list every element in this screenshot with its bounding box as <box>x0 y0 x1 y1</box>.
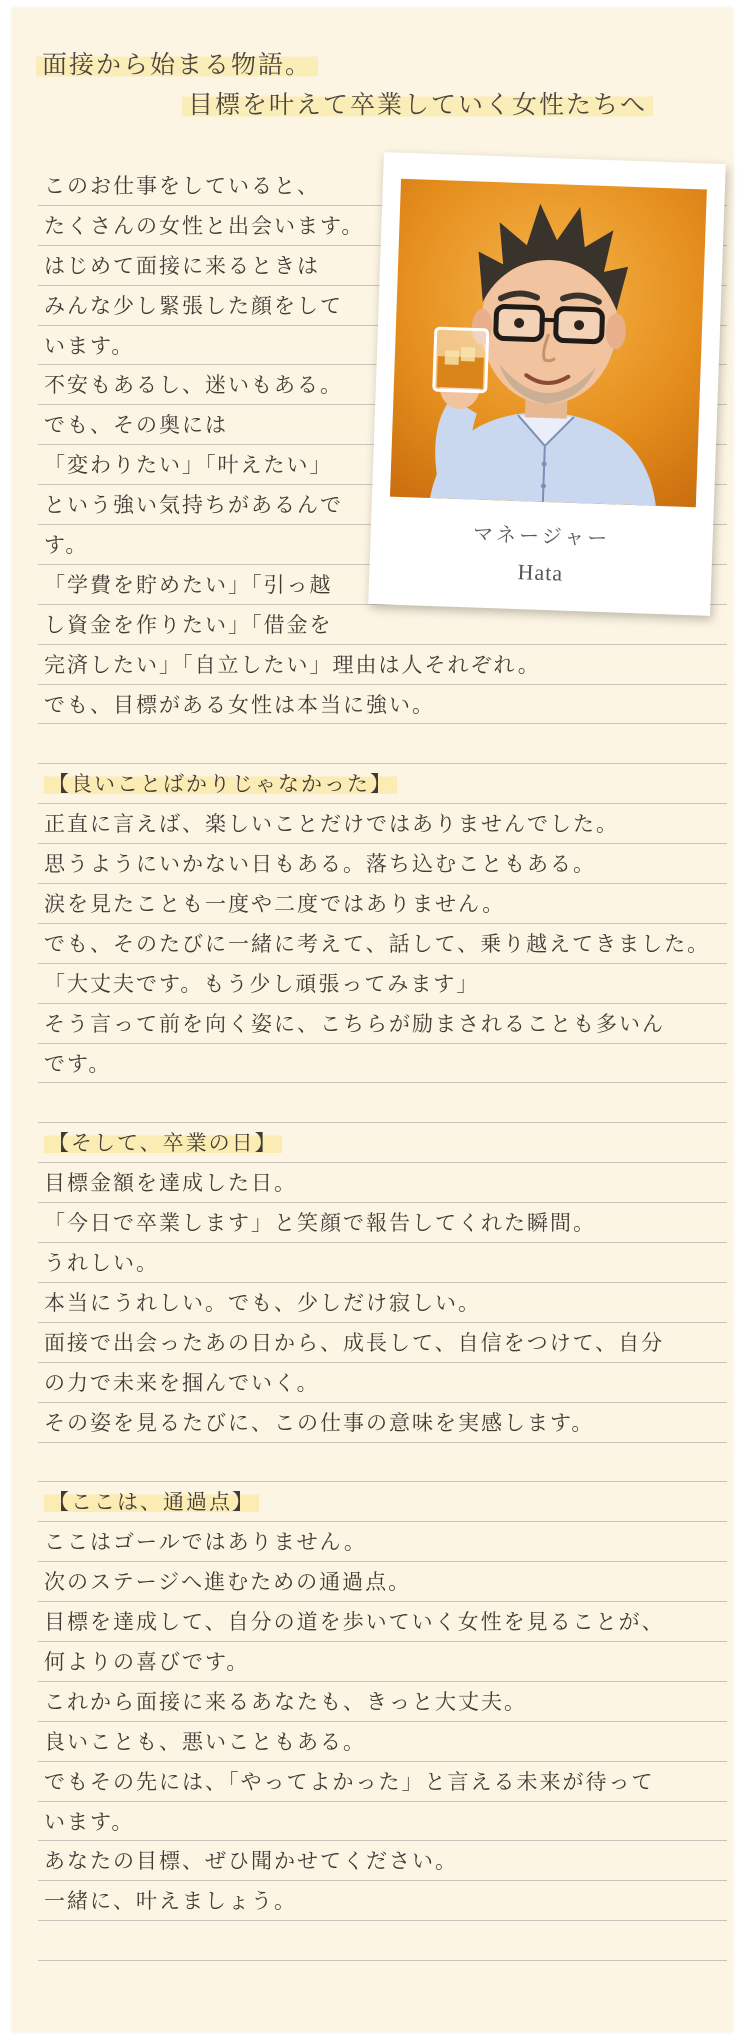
line-text: います。 <box>44 1809 135 1834</box>
text-line <box>38 1004 727 1044</box>
line-text: 本当にうれしい。でも、少しだけ寂しい。 <box>44 1290 481 1315</box>
text-line <box>38 1522 727 1562</box>
text-line <box>38 1283 727 1323</box>
line-text: うれしい。 <box>44 1251 159 1276</box>
section-heading: 【そして、卒業の日】 <box>44 1131 282 1155</box>
manager-name: Hata <box>517 559 564 586</box>
text-line <box>38 1642 727 1682</box>
line-text: 次のステージへ進むための通過点。 <box>44 1570 412 1595</box>
text-line <box>38 1323 727 1363</box>
text-line <box>38 964 727 1004</box>
line-text: でも、その奥には <box>44 413 228 438</box>
manager-illustration-icon <box>390 179 707 507</box>
line-text: 目標を達成して、自分の道を歩いていく女性を見ることが、 <box>44 1610 665 1635</box>
text-line <box>38 685 727 725</box>
line-text: でも、そのたびに一緒に考えて、話して、乗り越えてきました。 <box>44 931 711 956</box>
line-text: あなたの目標、ぜひ聞かせてください。 <box>44 1849 458 1874</box>
text-line <box>38 1083 727 1123</box>
line-text: その姿を見るたびに、この仕事の意味を実感します。 <box>44 1410 595 1435</box>
text-line <box>38 1762 727 1802</box>
line-text: 良いことも、悪いこともある。 <box>44 1729 366 1754</box>
line-text: 一緒に、叶えましょう。 <box>44 1889 297 1914</box>
line-text: みんな少し緊張した顔をして <box>44 293 343 318</box>
line-text: です。 <box>44 1051 112 1076</box>
text-line <box>38 1802 727 1842</box>
section-heading: 【ここは、通過点】 <box>44 1490 259 1514</box>
line-text: 正直に言えば、楽しいことだけではありませんでした。 <box>44 812 619 837</box>
line-text: でも、目標がある女性は本当に強い。 <box>44 692 435 717</box>
title-line-2 <box>182 88 653 122</box>
text-line <box>38 1602 727 1642</box>
line-text: 「学費を貯めたい」「引っ越 <box>44 572 333 597</box>
line-text: 「変わりたい」「叶えたい」 <box>44 453 333 478</box>
manager-polaroid <box>368 152 726 616</box>
line-text: 目標金額を達成した日。 <box>44 1171 297 1196</box>
text-line <box>38 724 727 764</box>
text-line <box>38 1123 727 1163</box>
line-text: 「今日で卒業します」と笑顔で報告してくれた瞬間。 <box>44 1211 596 1236</box>
text-line <box>38 1044 727 1084</box>
text-line <box>38 1163 727 1203</box>
text-line <box>38 1562 727 1602</box>
text-line <box>38 1203 727 1243</box>
text-line <box>38 844 727 884</box>
text-line <box>38 1921 727 1961</box>
line-text: そう言って前を向く姿に、こちらが励まされることも多いん <box>44 1011 665 1036</box>
text-line <box>38 1881 727 1921</box>
line-text: います。 <box>44 333 135 358</box>
manager-photo <box>390 179 707 507</box>
text-line <box>38 924 727 964</box>
line-text: でもその先には、「やってよかった」と言える未来が待って <box>44 1769 655 1794</box>
line-text: 面接で出会ったあの日から、成長して、自信をつけて、自分 <box>44 1330 665 1355</box>
line-text: このお仕事をしていると、 <box>44 174 320 198</box>
text-line <box>38 1482 727 1522</box>
line-text: 何よりの喜びです。 <box>44 1649 250 1674</box>
line-text: これから面接に来るあなたも、きっと大丈夫。 <box>44 1689 527 1714</box>
line-text: す。 <box>44 533 89 558</box>
text-line <box>38 1363 727 1403</box>
line-text: という強い気持ちがあるんで <box>44 493 343 518</box>
line-text: ここはゴールではありません。 <box>44 1530 367 1555</box>
title-line-1-text: 面接から始まる物語。 <box>36 50 318 79</box>
title-line-1 <box>36 48 318 82</box>
text-line <box>38 1841 727 1881</box>
text-line <box>38 1722 727 1762</box>
manager-role: マネージャー <box>472 521 611 551</box>
line-text: し資金を作りたい」「借金を <box>44 612 333 637</box>
line-text: 「大丈夫です。もう少し頑張ってみます」 <box>44 971 480 996</box>
section-heading: 【良いことばかりじゃなかった】 <box>44 772 397 796</box>
title-line-2-text: 目標を叶えて卒業していく女性たちへ <box>182 90 653 119</box>
text-line <box>38 645 727 685</box>
story-card <box>12 8 733 2032</box>
line-text: たくさんの女性と出会います。 <box>44 213 365 238</box>
text-line <box>38 1403 727 1443</box>
text-line <box>38 1243 727 1283</box>
line-text: の力で未来を掴んでいく。 <box>44 1370 320 1395</box>
text-line <box>38 804 727 844</box>
text-line <box>38 884 727 924</box>
line-text: 思うようにいかない日もある。落ち込むこともある。 <box>44 852 596 877</box>
text-line <box>38 1443 727 1483</box>
line-text: 完済したい」「自立したい」理由は人それぞれ。 <box>44 652 541 677</box>
line-text: 涙を見たことも一度や二度ではありません。 <box>44 892 506 917</box>
text-line <box>38 764 727 804</box>
text-line <box>38 1682 727 1722</box>
line-text: はじめて面接に来るときは <box>44 253 320 278</box>
line-text: 不安もあるし、迷いもある。 <box>44 373 343 398</box>
